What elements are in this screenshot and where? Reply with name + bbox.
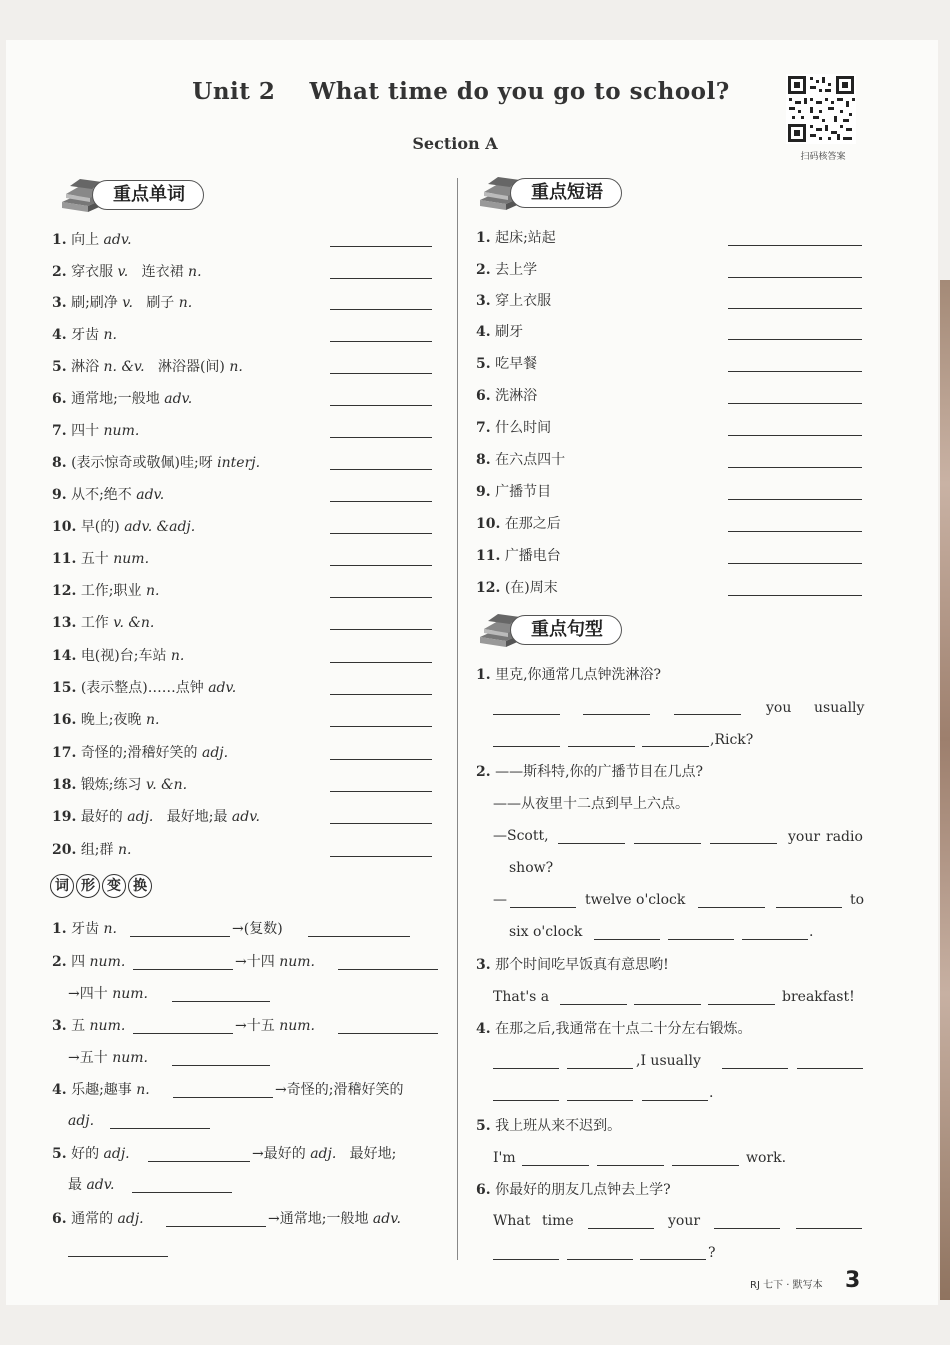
answer-blank[interactable] [330, 565, 432, 566]
answer-blank[interactable] [594, 939, 660, 940]
answer-blank[interactable] [728, 435, 862, 436]
list-item: 1. 里克,你通常几点钟洗淋浴? [476, 667, 662, 683]
sentence-translation: ——从夜里十二点到早上六点。 [493, 796, 689, 812]
sentence-word: breakfast! [782, 989, 855, 1005]
sentence-word: ,I usually [636, 1053, 701, 1069]
page-number: 3 [845, 1268, 861, 1293]
answer-blank[interactable] [728, 277, 862, 278]
qr-code[interactable] [786, 74, 856, 144]
answer-blank[interactable] [148, 1161, 250, 1162]
answer-blank[interactable] [172, 1065, 270, 1066]
answer-blank[interactable] [330, 373, 432, 374]
sentence-word: work. [746, 1150, 787, 1166]
answer-blank[interactable] [568, 746, 635, 747]
sentence-word: time [542, 1213, 574, 1229]
answer-blank[interactable] [674, 714, 741, 715]
conversion-arrow: →(复数) [232, 921, 283, 937]
conversion-arrow: →奇怪的;滑稽好笑的 [275, 1082, 404, 1098]
worksheet-page [6, 40, 938, 1305]
answer-blank[interactable] [642, 746, 709, 747]
answer-blank[interactable] [330, 405, 432, 406]
sentence-word: your [788, 829, 821, 845]
answer-blank[interactable] [567, 1100, 633, 1101]
pos-label: 最 adv. [68, 1177, 115, 1193]
list-item: 4. 牙齿 n. [52, 327, 117, 343]
list-item: 5. 好的 adj. [52, 1146, 130, 1162]
answer-blank[interactable] [634, 1004, 701, 1005]
list-item: 5. 我上班从来不迟到。 [476, 1118, 622, 1134]
list-item: 18. 锻炼;练习 v. &n. [52, 777, 188, 793]
sentence-word: — [493, 892, 507, 908]
list-item: 12. (在)周末 [476, 580, 558, 596]
answer-blank[interactable] [728, 563, 862, 564]
answer-blank[interactable] [493, 1100, 559, 1101]
list-item: 6. 你最好的朋友几点钟去上学? [476, 1182, 671, 1198]
list-item: 2. 去上学 [476, 262, 538, 278]
answer-blank[interactable] [588, 1228, 654, 1229]
sentence-word: to [850, 892, 865, 908]
list-item: 13. 工作 v. &n. [52, 615, 155, 631]
sentence-word: your [668, 1213, 701, 1229]
answer-blank[interactable] [133, 969, 233, 970]
answer-blank[interactable] [583, 714, 650, 715]
sentence-word: six o'clock [509, 924, 583, 940]
answer-blank[interactable] [796, 1228, 862, 1229]
answer-blank[interactable] [133, 1033, 233, 1034]
list-item: 6. 通常的 adj. [52, 1211, 144, 1227]
answer-blank[interactable] [330, 437, 432, 438]
page-title: Unit 2 What time do you go to school? [192, 78, 730, 105]
sentence-word: I'm [493, 1150, 516, 1166]
answer-blank[interactable] [330, 469, 432, 470]
sentence-word: usually [814, 700, 865, 716]
list-item: 3. 那个时间吃早饭真有意思哟! [476, 957, 669, 973]
key-phrases-banner [476, 174, 636, 210]
answer-blank[interactable] [330, 694, 432, 695]
list-item: 4. 在那之后,我通常在十点二十分左右锻炼。 [476, 1021, 752, 1037]
answer-blank[interactable] [493, 746, 560, 747]
conversion-arrow: →五十 num. [68, 1050, 148, 1066]
conversion-arrow: →十五 num. [235, 1018, 315, 1034]
answer-blank[interactable] [522, 1165, 589, 1166]
list-item: 7. 四十 num. [52, 423, 140, 439]
sentence-word: —Scott, [493, 828, 549, 844]
list-item: 12. 工作;职业 n. [52, 583, 160, 599]
answer-blank[interactable] [338, 969, 438, 970]
answer-blank[interactable] [330, 278, 432, 279]
pos-label: adj. [68, 1113, 95, 1129]
answer-blank[interactable] [330, 309, 432, 310]
conversion-arrow: →四十 num. [68, 986, 148, 1002]
answer-blank[interactable] [558, 843, 625, 844]
answer-blank[interactable] [567, 1068, 633, 1069]
answer-blank[interactable] [728, 499, 862, 500]
key-phrases-heading: 重点短语 [510, 178, 622, 208]
answer-blank[interactable] [493, 1259, 559, 1260]
list-item: 3. 穿上衣服 [476, 293, 552, 309]
list-item: 3. 刷;刷净 v. 刷子 n. [52, 295, 193, 311]
sentence-word: twelve o'clock [585, 892, 686, 908]
sentence-word: What [493, 1213, 531, 1229]
answer-blank[interactable] [728, 308, 862, 309]
answer-blank[interactable] [166, 1226, 266, 1227]
answer-blank[interactable] [330, 759, 432, 760]
answer-blank[interactable] [668, 939, 734, 940]
answer-blank[interactable] [642, 1100, 708, 1101]
answer-blank[interactable] [708, 1004, 775, 1005]
list-item: 4. 刷牙 [476, 324, 524, 340]
key-sentences-heading: 重点句型 [510, 615, 622, 645]
list-item: 14. 电(视)台;车站 n. [52, 648, 185, 664]
answer-blank[interactable] [330, 856, 432, 857]
answer-blank[interactable] [728, 467, 862, 468]
list-item: 5. 吃早餐 [476, 356, 538, 372]
footer-label: RJ 七下 · 默写本 [750, 1280, 823, 1291]
answer-blank[interactable] [742, 939, 808, 940]
answer-blank[interactable] [330, 597, 432, 598]
answer-blank[interactable] [698, 907, 765, 908]
answer-blank[interactable] [330, 533, 432, 534]
answer-blank[interactable] [672, 1165, 739, 1166]
answer-blank[interactable] [172, 1001, 270, 1002]
list-item: 19. 最好的 adj. 最好地;最 adv. [52, 809, 260, 825]
list-item: 8. 在六点四十 [476, 452, 566, 468]
list-item: 8. (表示惊奇或敬佩)哇;呀 interj. [52, 455, 261, 471]
list-item: 4. 乐趣;趣事 n. [52, 1082, 150, 1098]
conversion-arrow: →最好的 adj. 最好地; [252, 1146, 397, 1162]
sentence-word: . [809, 924, 814, 940]
list-item: 2. ——斯科特,你的广播节目在几点? [476, 764, 704, 780]
answer-blank[interactable] [722, 1068, 788, 1069]
answer-blank[interactable] [728, 245, 862, 246]
list-item: 7. 什么时间 [476, 420, 552, 436]
answer-blank[interactable] [330, 791, 432, 792]
sentence-word: ? [708, 1245, 716, 1261]
answer-blank[interactable] [728, 531, 862, 532]
answer-blank[interactable] [714, 1228, 780, 1229]
answer-blank[interactable] [728, 371, 862, 372]
answer-blank[interactable] [330, 662, 432, 663]
answer-blank[interactable] [330, 823, 432, 824]
answer-blank[interactable] [330, 501, 432, 502]
key-words-banner [58, 176, 228, 212]
answer-blank[interactable] [68, 1256, 168, 1257]
conversion-arrow: →通常地;一般地 adv. [268, 1211, 401, 1227]
key-sentences-banner [476, 611, 636, 647]
list-item: 10. 早(的) adv. &adj. [52, 519, 196, 535]
list-item: 1. 起床;站起 [476, 230, 556, 246]
answer-blank[interactable] [493, 714, 560, 715]
answer-blank[interactable] [597, 1165, 664, 1166]
answer-blank[interactable] [330, 726, 432, 727]
sentence-word: radio [826, 829, 863, 845]
list-item: 11. 广播电台 [476, 548, 561, 564]
answer-blank[interactable] [330, 629, 432, 630]
answer-blank[interactable] [634, 843, 701, 844]
list-item: 2. 穿衣服 v. 连衣裙 n. [52, 264, 202, 280]
qr-caption: 扫码核答案 [800, 152, 846, 162]
list-item: 6. 洗淋浴 [476, 388, 538, 404]
key-words-heading: 重点单词 [92, 180, 204, 210]
list-item: 2. 四 num. [52, 954, 126, 970]
answer-blank[interactable] [130, 936, 230, 937]
answer-blank[interactable] [338, 1033, 438, 1034]
list-item: 11. 五十 num. [52, 551, 150, 567]
answer-blank[interactable] [776, 907, 842, 908]
list-item: 6. 通常地;一般地 adv. [52, 391, 193, 407]
list-item: 10. 在那之后 [476, 516, 561, 532]
answer-blank[interactable] [330, 341, 432, 342]
sentence-word: ,Rick? [710, 732, 754, 748]
list-item: 9. 广播节目 [476, 484, 552, 500]
list-item: 1. 向上 adv. [52, 232, 132, 248]
list-item: 15. (表示整点)……点钟 adv. [52, 680, 237, 696]
list-item: 16. 晚上;夜晚 n. [52, 712, 160, 728]
answer-blank[interactable] [493, 1068, 559, 1069]
answer-blank[interactable] [132, 1192, 232, 1193]
answer-blank[interactable] [797, 1068, 863, 1069]
list-item: 9. 从不;绝不 adv. [52, 487, 165, 503]
answer-blank[interactable] [510, 907, 576, 908]
answer-blank[interactable] [728, 339, 862, 340]
list-item: 17. 奇怪的;滑稽好笑的 adj. [52, 745, 229, 761]
answer-blank[interactable] [330, 246, 432, 247]
answer-blank[interactable] [173, 1097, 273, 1098]
section-title: Section A [412, 134, 498, 153]
list-item: 5. 淋浴 n. &v. 淋浴器(间) n. [52, 359, 243, 375]
answer-blank[interactable] [640, 1259, 706, 1260]
answer-blank[interactable] [308, 936, 410, 937]
sentence-word: show? [509, 860, 554, 876]
list-item: 1. 牙齿 n. [52, 921, 117, 937]
answer-blank[interactable] [560, 1004, 627, 1005]
sentence-word: you [766, 700, 792, 716]
conversion-arrow: →十四 num. [235, 954, 315, 970]
list-item: 20. 组;群 n. [52, 842, 132, 858]
page-edge-strip [940, 280, 950, 1300]
answer-blank[interactable] [110, 1128, 210, 1129]
list-item: 3. 五 num. [52, 1018, 126, 1034]
answer-blank[interactable] [728, 403, 862, 404]
column-divider [457, 178, 458, 1260]
answer-blank[interactable] [728, 595, 862, 596]
answer-blank[interactable] [567, 1259, 633, 1260]
word-conversion-heading: 词 形 变 换 [50, 874, 152, 898]
answer-blank[interactable] [710, 843, 777, 844]
sentence-word: That's a [493, 989, 550, 1005]
sentence-word: . [709, 1085, 714, 1101]
